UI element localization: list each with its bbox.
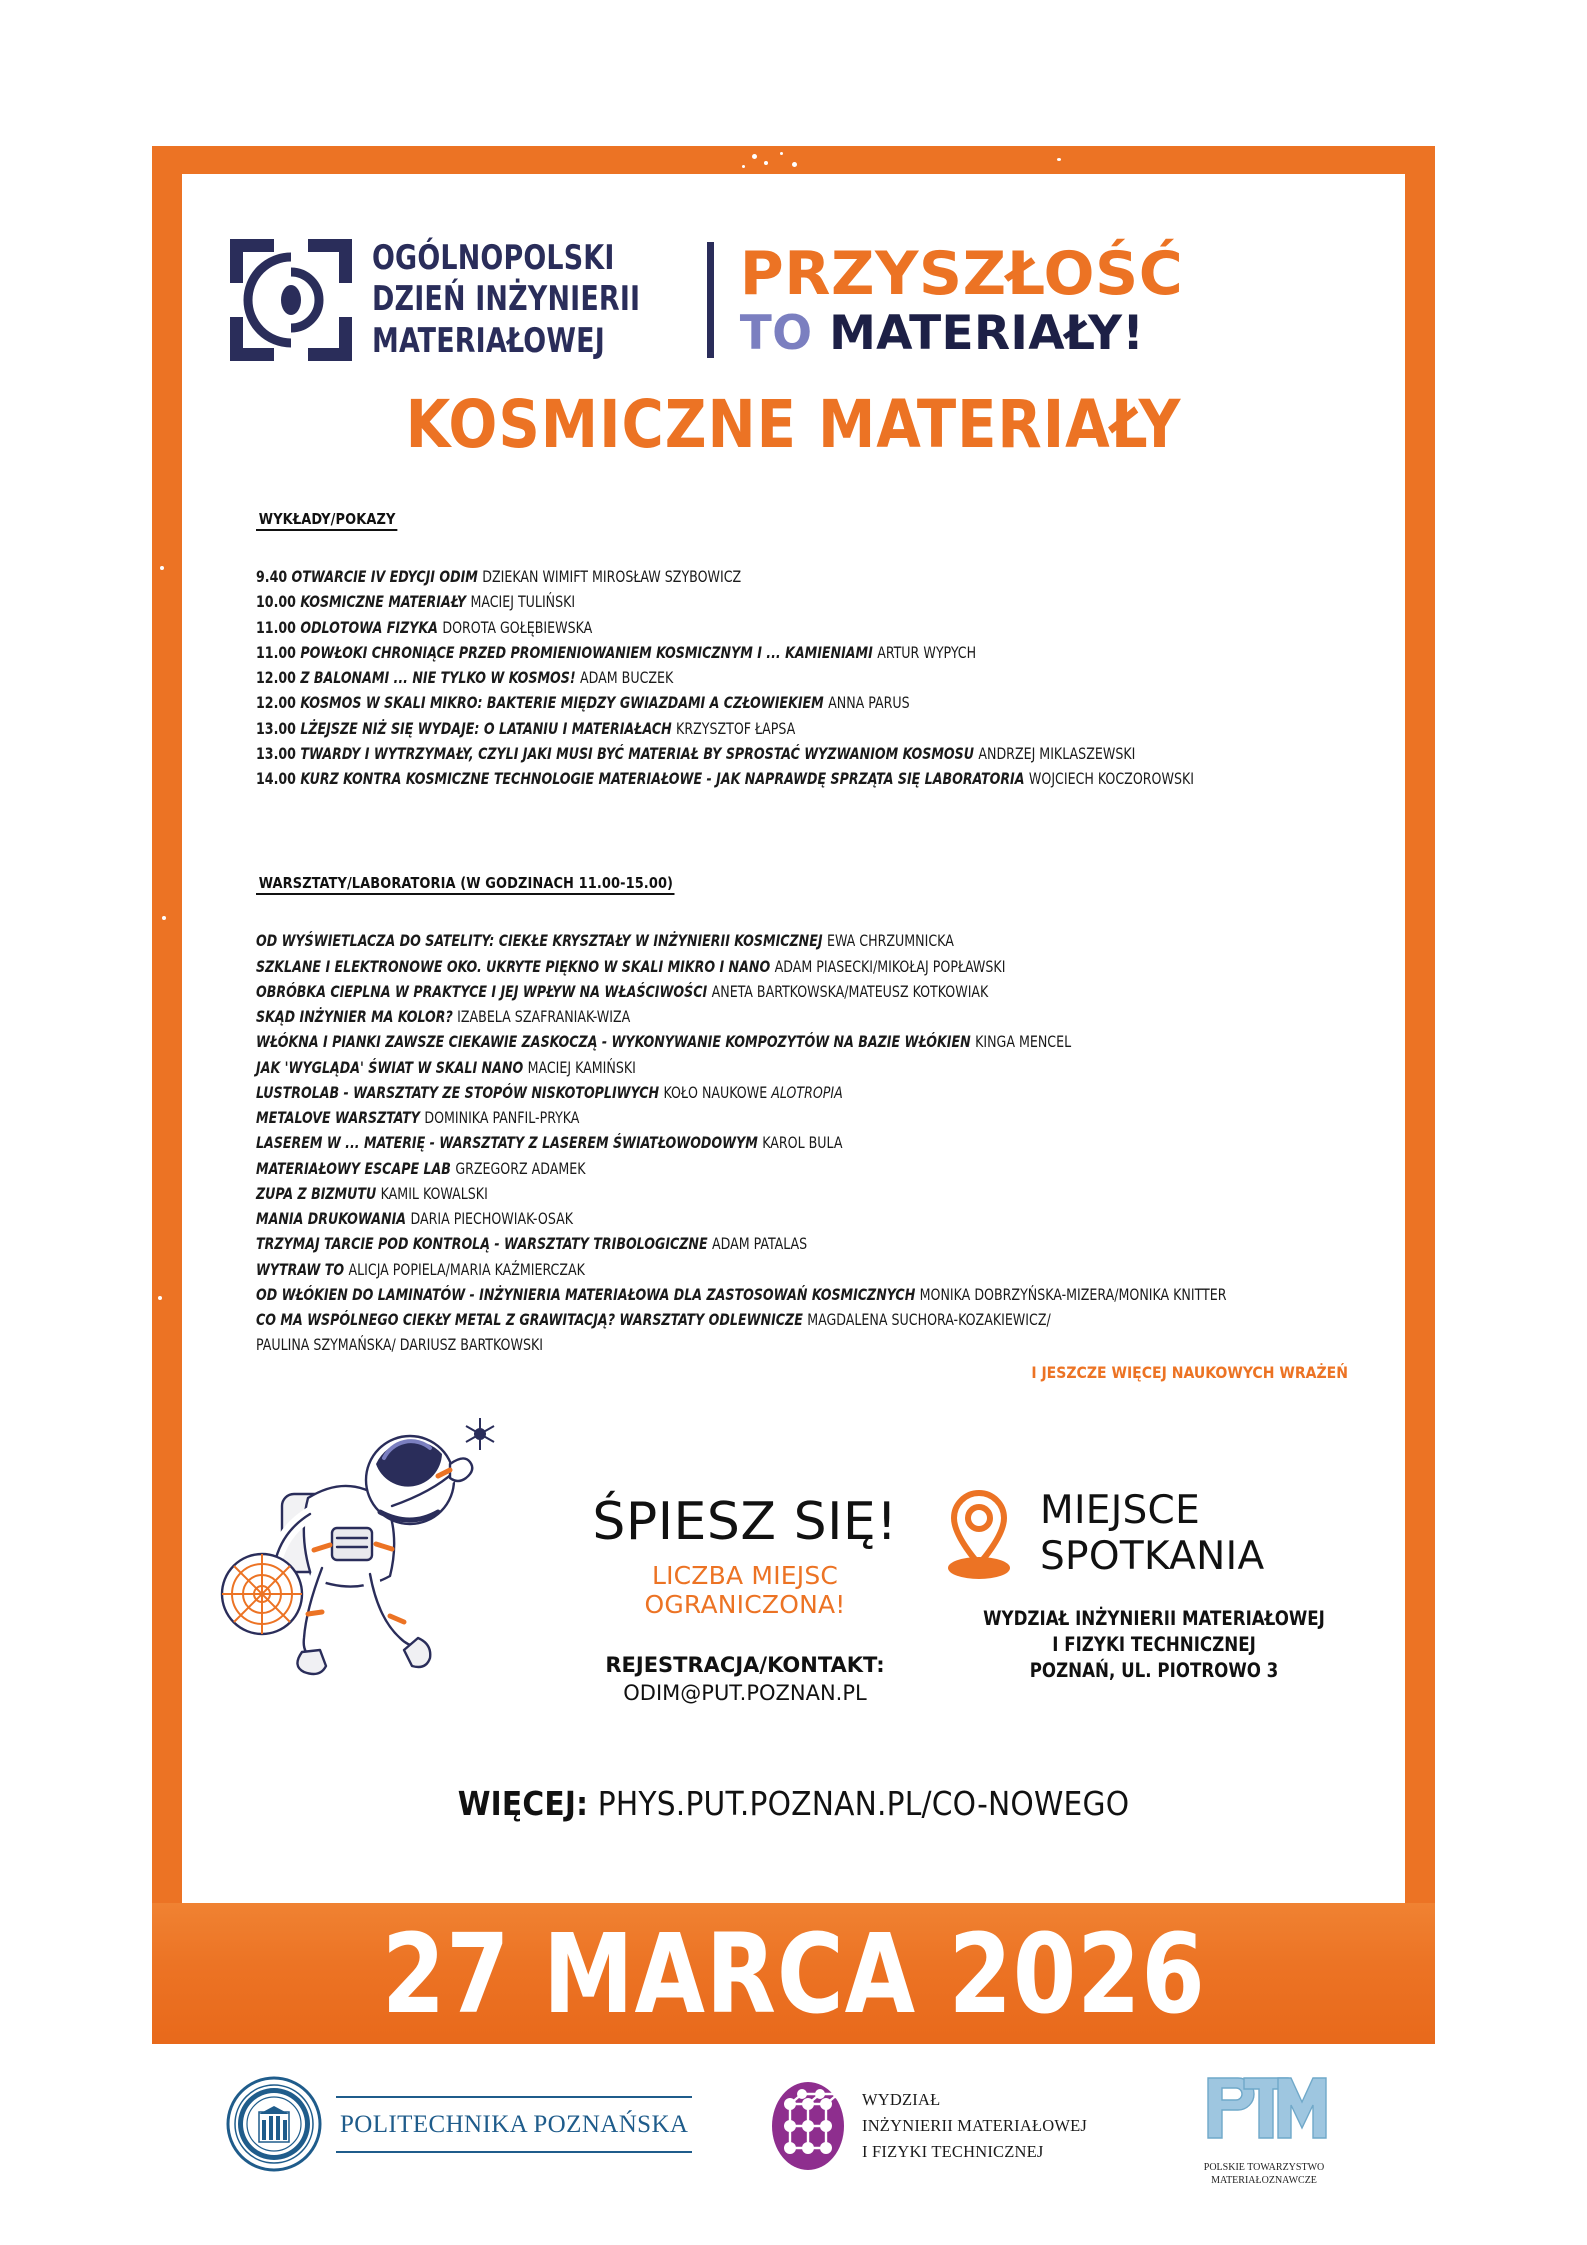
lecture-row [256,742,1264,767]
workshop-title: WYTRAW TO [256,1260,349,1279]
workshop-row [256,980,1264,1005]
lecture-row [256,565,1264,590]
lecture-title: KOSMICZNE MATERIAŁY [300,593,471,612]
workshop-author: KAMIL KOWALSKI [380,1184,488,1203]
workshop-author: DARIA PIECHOWIAK-OSAK [410,1210,574,1228]
workshop-title: SKĄD INŻYNIER MA KOLOR? [256,1008,458,1026]
lecture-title: ODLOTOWA FIZYKA [300,618,443,637]
speckle [158,1296,162,1300]
lecture-title: KURZ KONTRA KOSMICZNE TECHNOLOGIE MATERIAŁOWE - JAK NAPRAWDĘ SPRZĄTA SIĘ LABORATORIA [300,770,1029,788]
workshop-title: WŁÓKNA I PIANKI ZAWSZE CIEKAWIE ZASKOCZĄ - WYKONYWANIE KOMPOZYTÓW NA BAZIE WŁÓKIEN [256,1033,976,1052]
workshop-row [256,1131,1264,1156]
lecture-author: KRZYSZTOF ŁAPSA [676,719,796,738]
speckle [160,566,164,570]
wimift-line-3: I FIZYKI TECHNICZNEJ [862,2142,1044,2162]
lecture-row [256,666,1264,691]
workshop-title: OD WŁÓKIEN DO LAMINATÓW - INŻYNIERIA MATERIAŁOWA DLA ZASTOSOWAŃ KOSMICZNYCH [256,1285,920,1304]
brand-line-2: DZIEŃ INŻYNIERII [372,279,641,320]
poster-frame [152,146,1435,2044]
place-block [944,1488,1364,1683]
speckle [1057,158,1061,161]
workshop-author: MACIEJ KAMIŃSKI [527,1058,636,1077]
lecture-time: 10.00 [256,593,301,612]
lecture-time: 13.00 [256,744,301,763]
workshop-author: EWA CHRZUMNICKA [826,932,954,951]
lecture-row [256,590,1264,615]
ptm-subtitle [1200,2161,1328,2187]
workshop-title: SZKLANE I ELEKTRONOWE OKO. UKRYTE PIĘKNO W SKALI MIKRO I NANO [256,957,775,976]
ptm-logo [1200,2070,1328,2187]
place-address [955,1606,1354,1683]
workshop-author: KOŁO NAUKOWE [663,1083,772,1102]
poster-content [182,174,1405,1903]
lecture-title: Z BALONAMI ... NIE TYLKO W KOSMOS! [300,669,581,687]
lecture-author: DOROTA GOŁĘBIEWSKA [442,618,593,637]
brand-line-3: MATERIAŁOWEJ [372,320,605,361]
more-url[interactable]: PHYS.PUT.POZNAN.PL/CO-NOWEGO [597,1784,1130,1823]
lecture-author: MACIEJ TULIŃSKI [470,593,576,612]
lecture-time: 12.00 [256,669,301,687]
lecture-author: ANDRZEJ MIKLASZEWSKI [978,744,1136,763]
lecture-time: 11.00 [256,643,301,662]
workshop-author: DOMINIKA PANFIL-PRYKA [424,1109,580,1127]
workshop-author: KINGA MENCEL [975,1033,1072,1052]
workshop-title: METALOVE WARSZTATY [256,1109,425,1127]
more-note: I JESZCZE WIĘCEJ NAUKOWYCH WRAŻEŃ [1031,1364,1348,1382]
workshop-author: ANETA BARTKOWSKA/MATEUSZ KOTKOWIAK [711,982,989,1001]
page-title: KOSMICZNE MATERIAŁY [405,386,1182,463]
lecture-title: LŻEJSZE NIŻ SIĘ WYDAJE: O LATANIU I MATERIAŁACH [300,719,677,738]
lectures-list [256,565,1376,792]
workshop-author: ADAM PIASECKI/MIKOŁAJ POPŁAWSKI [774,957,1006,976]
place-heading [944,1488,1364,1580]
workshops-block [256,874,1376,1358]
more-label: WIĘCEJ: [457,1784,589,1823]
odim-logo-icon [230,239,352,361]
workshop-title: CO MA WSPÓLNEGO CIEKŁY METAL Z GRAWITACJĄ? WARSZTATY ODLEWNICZE [256,1311,808,1329]
ptm-mark-icon [1200,2070,1328,2154]
workshop-row [256,955,1264,980]
lecture-title: KOSMOS W SKALI MIKRO: BAKTERIE MIĘDZY GWIAZDAMI A CZŁOWIEKIEM [300,694,829,713]
lecture-author: ADAM BUCZEK [580,669,674,687]
workshop-author: IZABELA SZAFRANIAK-WIZA [457,1008,631,1026]
hurry-block [580,1492,910,1705]
lecture-title: POWŁOKI CHRONIĄCE PRZED PROMIENIOWANIEM KOSMICZNYM I ... KAMIENIAMI [300,643,878,662]
workshop-row [256,1283,1264,1308]
ptm-line-2: MATERIAŁOZNAWCZE [1211,2175,1317,2186]
workshop-row [256,1258,1264,1283]
lecture-time: 9.40 [256,568,292,586]
wimift-logo [770,2078,1087,2174]
lecture-row [256,641,1264,666]
workshops-heading: WARSZTATY/LABORATORIA (W GODZINACH 11.00-15.00) [256,874,675,895]
workshop-row [256,1308,1264,1333]
lecture-author: ANNA PARUS [828,694,910,713]
map-pin-icon [944,1488,1014,1580]
speckle [162,916,166,920]
tagline [739,238,1184,361]
workshops-continuation: PAULINA SZYMAŃSKA/ DARIUSZ BARTKOWSKI [256,1336,543,1355]
registration-email[interactable]: ODIM@PUT.POZNAN.PL [623,1681,867,1705]
wimift-line-2: INŻYNIERII MATERIAŁOWEJ [862,2115,1088,2135]
hurry-subtitle: LICZBA MIEJSC OGRANICZONA! [644,1561,846,1619]
workshop-title: LUSTROLAB - WARSZTATY ZE STOPÓW NISKOTOPLIWYCH [256,1083,664,1102]
workshop-row [256,1232,1264,1257]
workshop-row [256,1005,1264,1030]
put-seal-icon [226,2076,322,2172]
workshops-list [256,929,1376,1333]
lecture-title: TWARDY I WYTRZYMAŁY, CZYLI JAKI MUSI BYĆ MATERIAŁ BY SPROSTAĆ WYZWANIOM KOSMOSU [300,744,979,763]
workshop-author: GRZEGORZ ADAMEK [455,1159,586,1178]
workshop-title: OD WYŚWIETLACZA DO SATELITY: CIEKŁE KRYSZTAŁY W INŻYNIERII KOSMICZNEJ [256,932,827,951]
lecture-time: 13.00 [256,719,301,738]
lectures-heading: WYKŁADY/POKAZY [256,510,397,531]
workshop-title: MANIA DRUKOWANIA [256,1210,411,1228]
workshop-author: KAROL BULA [762,1134,843,1153]
wimift-words [862,2087,1087,2165]
hurry-title: ŚPIESZ SIĘ! [592,1492,898,1552]
speckle [764,161,768,165]
tagline-to: TO [739,305,813,361]
workshop-row [256,1030,1264,1055]
workshop-row [256,1207,1264,1232]
speckle [752,154,757,159]
header-divider [707,242,714,358]
ptm-line-1: POLSKIE TOWARZYSTWO [1203,2162,1325,2173]
workshop-title: ZUPA Z BIZMUTU [256,1184,381,1203]
place-line-2: SPOTKANIA [1040,1534,1265,1580]
lecture-time: 11.00 [256,618,301,637]
workshop-row [256,1182,1264,1207]
workshop-row [256,1157,1264,1182]
address-line-2: I FIZYKI TECHNICZNEJ [1052,1632,1256,1656]
workshop-row [256,1056,1264,1081]
speckle [792,162,797,167]
workshop-title: JAK 'WYGLĄDA' ŚWIAT W SKALI NANO [256,1058,528,1077]
workshop-row [256,929,1264,954]
program-section [256,510,1376,1359]
lecture-author: ARTUR WYPYCH [877,643,977,662]
tagline-to-materialy [739,305,1184,361]
lecture-title: OTWARCIE IV EDYCJI ODIM [291,568,483,586]
workshop-author: MONIKA DOBRZYŃSKA-MIZERA/MONIKA KNITTER [919,1285,1227,1304]
wimift-line-1: WYDZIAŁ [862,2089,941,2109]
workshop-row [256,1081,1264,1106]
bottom-info [182,1474,1405,1874]
odim-wordmark [372,238,640,362]
tagline-przyszlosc: PRZYSZŁOŚĆ [739,238,1184,309]
speckle [780,152,783,155]
workshop-title: TRZYMAJ TARCIE POD KONTROLĄ - WARSZTATY TRIBOLOGICZNE [256,1235,713,1254]
footer-logos [152,2070,1435,2200]
lecture-row [256,616,1264,641]
more-info-line [182,1784,1405,1823]
lecture-row [256,767,1264,792]
event-date: 27 MARCA 2026 [381,1909,1206,2038]
workshop-author: ADAM PATALAS [712,1235,808,1254]
place-words [1040,1488,1264,1580]
poster-header [230,230,1370,370]
place-line-1: MIEJSCE [1040,1488,1201,1533]
workshop-author-emphasis: ALOTROPIA [771,1083,843,1102]
workshop-author: ALICJA POPIELA/MARIA KAŹMIERCZAK [348,1260,585,1279]
workshop-title: OBRÓBKA CIEPLNA W PRAKTYCE I JEJ WPŁYW NA WŁAŚCIWOŚCI [256,982,712,1001]
workshop-author: MAGDALENA SUCHORA-KOZAKIEWICZ/ [807,1311,1051,1329]
lecture-row [256,691,1264,716]
address-line-1: WYDZIAŁ INŻYNIERII MATERIAŁOWEJ [983,1607,1325,1631]
workshop-row [256,1106,1264,1131]
lecture-row [256,717,1264,742]
workshop-title: MATERIAŁOWY ESCAPE LAB [256,1159,456,1178]
brand-line-1: OGÓLNOPOLSKI [372,237,615,278]
registration-label: REJESTRACJA/KONTAKT: [605,1653,885,1677]
lecture-time: 12.00 [256,694,301,713]
politechnika-poznanska-logo [226,2076,692,2172]
lecture-author: DZIEKAN WIMIFT MIROSŁAW SZYBOWICZ [482,568,742,586]
put-name: POLITECHNIKA POZNAŃSKA [336,2096,692,2153]
address-line-3: POZNAŃ, UL. PIOTROWO 3 [1029,1658,1279,1682]
workshop-title: LASEREM W ... MATERIĘ - WARSZTATY Z LASEREM ŚWIATŁOWODOWYM [256,1134,763,1153]
speckle [742,165,745,168]
date-banner [152,1903,1435,2044]
wimift-lattice-icon [770,2078,846,2174]
lecture-time: 14.00 [256,770,301,788]
tagline-materialy: MATERIAŁY! [829,305,1145,361]
lecture-author: WOJCIECH KOCZOROWSKI [1028,770,1194,788]
